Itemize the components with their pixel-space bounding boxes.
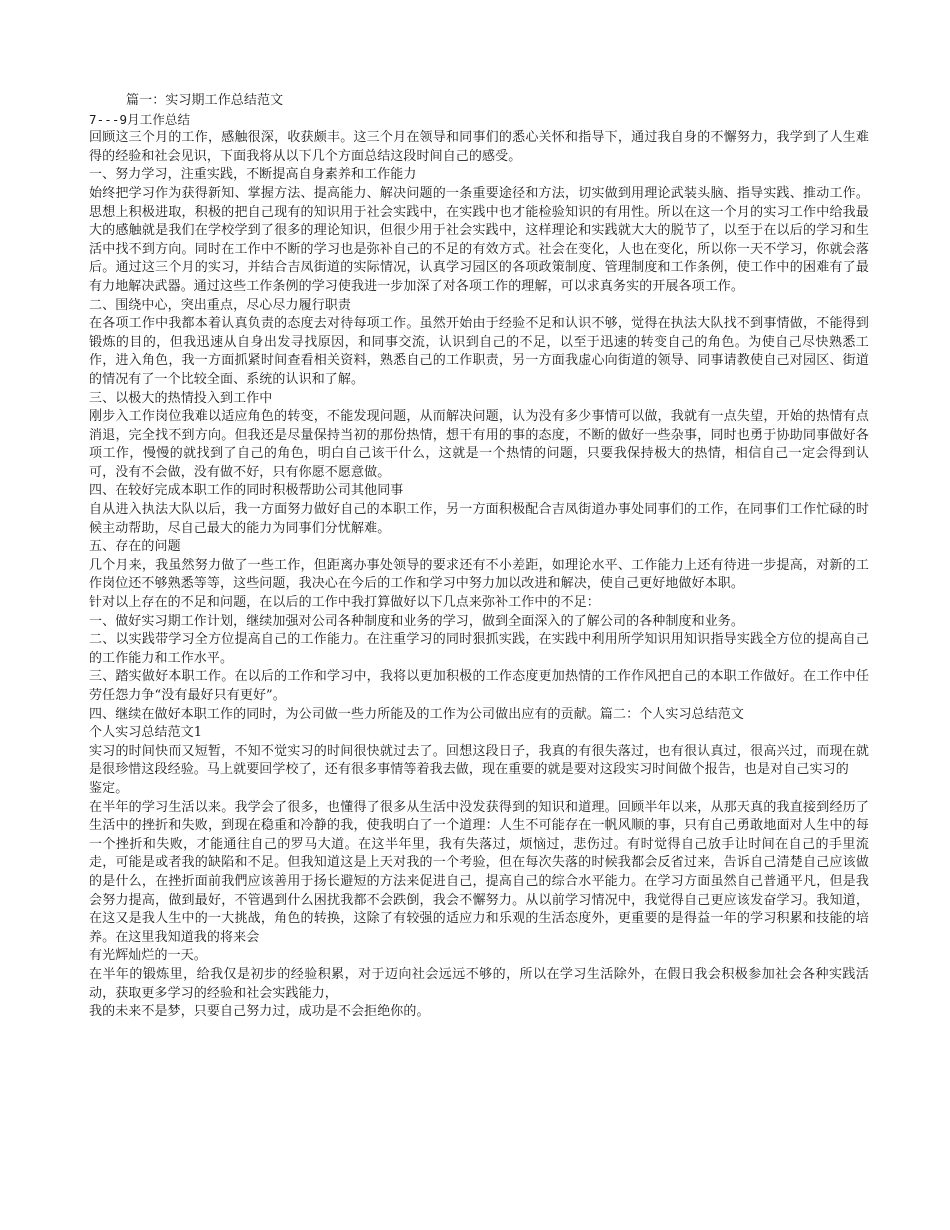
paragraph: 自从进入执法大队以后，我一方面努力做好自己的本职工作，另一方面积极配合吉凤街道办事处同事们的工作，在同事们工作忙碌的时候主动帮助，尽自己最大的能力为同事们分忧解难。	[89, 502, 869, 536]
paragraph: 几个月来，我虽然努力做了一些工作，但距离办事处领导的要求还有不小差距，如理论水平、工作能力上还有待进一步提高，对新的工作岗位还不够熟悉等等，这些问题，我决心在今后的工作和学习中努力加以改进和解决，使自己更好地做好本职。	[89, 557, 869, 592]
section-heading: 7---9月工作总结	[89, 111, 191, 127]
paragraph: 在半年的锻炼里，给我仅是初步的经验积累，对于迈向社会远远不够的，所以在学习生活除外，在假日我会积极参加社会各种实践活动，获取更多学习的经验和社会实践能力，	[89, 966, 869, 1001]
paragraph: 有光辉灿烂的一天。	[89, 948, 207, 964]
section-heading: 四、在较好完成本职工作的同时积极帮助公司其他同事	[89, 483, 404, 499]
paragraph: 我的未来不是梦，只要自己努力过，成功是不会拒绝你的。	[89, 1004, 430, 1020]
paragraph: 鉴定。	[89, 780, 129, 796]
paragraph: 回顾这三个月的工作，感触很深，收获颇丰。这三个月在领导和同事们的悉心关怀和指导下，通过我自身的不懈努力，我学到了人生难得的经验和社会见识，下面我将从以下几个方面总结这段时间自己的感受。	[89, 130, 869, 164]
paragraph: 在半年的学习生活以来。我学会了很多，也懂得了很多从生活中没发获得到的知识和道理。回顾半年以来，从那天真的我直接到经历了生活中的挫折和失败，到现在稳重和冷静的我，使我明白了一个道理：人生不可能存在一帆风顺的事，只有自己勇敢地面对人生中的每一个挫折和失败，才能通往自己的罗马大道。在这半年里，我有失落过，烦恼过，悲伤过。有时觉得自己放手让时间在自己的手里流走，可能是或者我的缺陷和不足。但我知道这是上天对我的一个考验，但在每次失落的时候我都会反省过来，告诉自己清楚自己应该做的是什么，在挫折面前我們应该善用于扬长避短的方法来促进自己，提高自己的综合水平能力。在学习方面虽然自己普通平凡，但是我会努力提高，做到最好，不管遇到什么困扰我都不会跌倒，我会不懈努力。从以前学习情况中，我觉得自己更应该发奋学习。我知道，在这又是我人生中的一大挑战，角色的转换，这除了有较强的适应力和乐观的生活态度外，更重要的是得益一年的学习积累和技能的培养。在这里我知道我的将来会	[89, 799, 869, 945]
list-item: 二、以实践带学习全方位提高自己的工作能力。在注重学习的同时狠抓实践，在实践中利用所学知识用知识指导实践全方位的提高自己的工作能力和工作水平。	[89, 632, 869, 666]
list-item: 四、继续在做好本职工作的同时，为公司做一些力所能及的工作为公司做出应有的贡献。篇二：个人实习总结范文	[89, 706, 745, 722]
list-item: 三、踏实做好本职工作。在以后的工作和学习中，我将以更加积极的工作态度更加热情的工作作风把自己的本职工作做好。在工作中任劳任怨力争“没有最好只有更好”。	[89, 669, 869, 703]
list-item: 一、做好实习期工作计划，继续加强对公司各种制度和业务的学习，做到全面深入的了解公司的各种制度和业务。	[89, 613, 745, 629]
section-heading: 个人实习总结范文1	[89, 725, 203, 741]
paragraph: 针对以上存在的不足和问题，在以后的工作中我打算做好以下几点来弥补工作中的不足：	[89, 595, 600, 611]
paragraph: 在各项工作中我都本着认真负责的态度去对待每项工作。虽然开始由于经验不足和认识不够，觉得在执法大队找不到事情做，不能得到锻炼的目的，但我迅速从自身出发寻找原因，和同事交流，认识到自己的不足，以至于迅速的转变自己的角色。为使自己尽快熟悉工作，进入角色，我一方面抓紧时间查看相关资料，熟悉自己的工作职责，另一方面我虚心向街道的领导、同事请教使自己对园区、街道的情况有了一个比较全面、系统的认识和了解。	[89, 316, 869, 387]
paragraph: 始终把学习作为获得新知、掌握方法、提高能力、解决问题的一条重要途径和方法，切实做到用理论武装头脑、指导实践、推动工作。思想上积极进取，积极的把自己现有的知识用于社会实践中，在实践中也才能检验知识的有用性。所以在这一个月的实习工作中给我最大的感触就是我们在学校学到了很多的理论知识，但很少用于社会实践中，这样理论和实践就大大的脱节了，以至于在以后的学习和生活中找不到方向。同时在工作中不断的学习也是弥补自己的不足的有效方式。社会在变化，人也在变化，所以你一天不学习，你就会落后。通过这三个月的实习，并结合吉凤街道的实际情况，认真学习园区的各项政策制度、管理制度和工作条例，使工作中的困难有了最有力地解决武器。通过这些工作条例的学习使我进一步加深了对各项工作的理解，可以求真务实的开展各项工作。	[89, 185, 869, 294]
paragraph: 刚步入工作岗位我难以适应角色的转变，不能发现问题，从而解决问题，认为没有多少事情可以做，我就有一点失望，开始的热情有点消退，完全找不到方向。但我还是尽量保持当初的那份热情，想干有用的事的态度，不断的做好一些杂事，同时也勇于协助同事做好各项工作，慢慢的就找到了自己的角色，明白自己该干什么，这就是一个热情的问题，只要我保持极大的热情，相信自己一定会得到认可，没有不会做，没有做不好，只有你愿不愿意做。	[89, 409, 869, 480]
section-heading: 五、存在的问题	[89, 539, 181, 555]
section-heading: 三、以极大的热情投入到工作中	[89, 390, 273, 406]
document-body	[89, 92, 869, 1022]
section-heading: 一、努力学习，注重实践，不断提高自身素养和工作能力	[89, 167, 417, 183]
section-heading: 二、围绕中心，突出重点，尽心尽力履行职责	[89, 297, 352, 313]
paragraph: 实习的时间快而又短暂，不知不觉实习的时间很快就过去了。回想这段日子，我真的有很失落过，也有很认真过，很高兴过，而现在就是很珍惜这段经验。马上就要回学校了，还有很多事情等着我去做，现在重要的就是要对这段实习时间做个报告，也是对自己实习的	[89, 743, 869, 778]
document-title: 篇一：实习期工作总结范文	[126, 93, 284, 108]
